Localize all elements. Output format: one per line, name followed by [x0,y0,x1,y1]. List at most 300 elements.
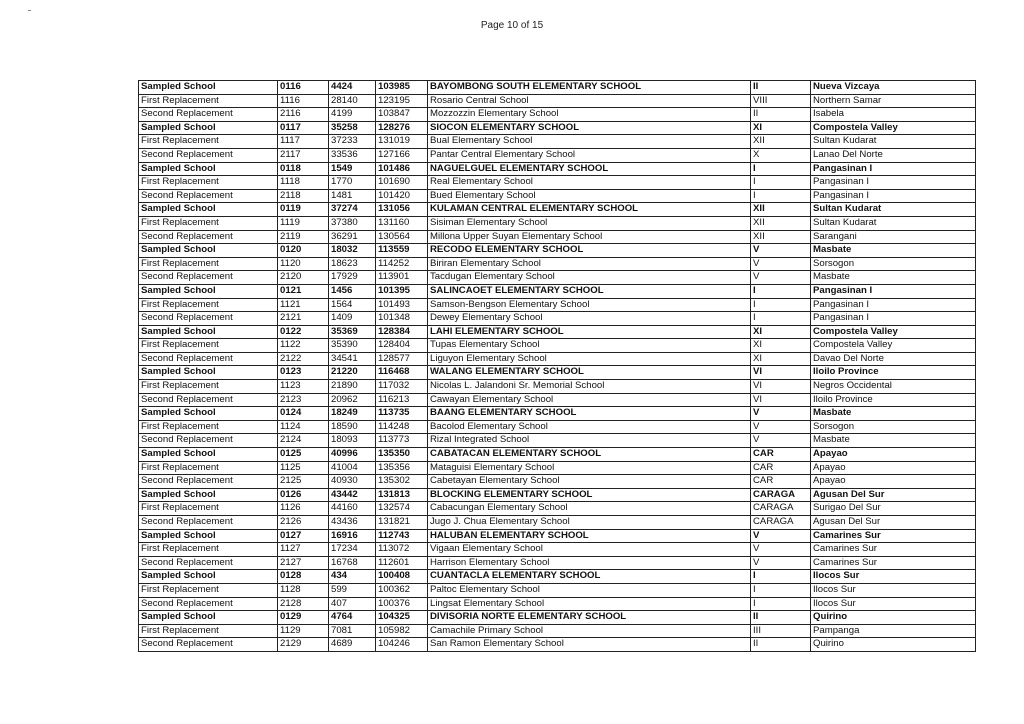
role-cell: Sampled School [139,81,278,95]
region-cell: VI [751,393,811,407]
school-name-cell: Liguyon Elementary School [428,352,751,366]
code-cell: 1124 [278,420,329,434]
code-cell: 2118 [278,189,329,203]
role-cell: Second Replacement [139,556,278,570]
region-cell: VI [751,366,811,380]
province-cell: Masbate [811,244,976,258]
code-cell: 0116 [278,81,329,95]
school-id-cell: 103985 [376,81,428,95]
province-cell: Ilocos Sur [811,597,976,611]
id-cell: 1770 [329,176,376,190]
province-cell: Ilocos Sur [811,570,976,584]
table-row [139,502,976,516]
code-cell: 1118 [278,176,329,190]
table-row [139,284,976,298]
region-cell: I [751,284,811,298]
table-row [139,121,976,135]
region-cell: XII [751,135,811,149]
table-row [139,257,976,271]
region-cell: V [751,420,811,434]
table-row [139,352,976,366]
school-name-cell: Cawayan Elementary School [428,393,751,407]
code-cell: 2119 [278,230,329,244]
table-row [139,366,976,380]
code-cell: 2128 [278,597,329,611]
school-id-cell: 101420 [376,189,428,203]
region-cell: CARAGA [751,488,811,502]
table-row [139,461,976,475]
table-row [139,570,976,584]
province-cell: Compostela Valley [811,339,976,353]
province-cell: Isabela [811,108,976,122]
school-name-cell: Rizal Integrated School [428,434,751,448]
table-row [139,448,976,462]
id-cell: 407 [329,597,376,611]
school-id-cell: 100362 [376,583,428,597]
school-id-cell: 101486 [376,162,428,176]
school-name-cell: SALINCAOET ELEMENTARY SCHOOL [428,284,751,298]
id-cell: 37233 [329,135,376,149]
role-cell: Second Replacement [139,230,278,244]
role-cell: First Replacement [139,135,278,149]
school-name-cell: Rosario Central School [428,94,751,108]
id-cell: 20962 [329,393,376,407]
school-name-cell: CUANTACLA ELEMENTARY SCHOOL [428,570,751,584]
region-cell: XII [751,203,811,217]
role-cell: First Replacement [139,583,278,597]
code-cell: 1128 [278,583,329,597]
school-name-cell: Sisiman Elementary School [428,216,751,230]
school-name-cell: Samson-Bengson Elementary School [428,298,751,312]
school-name-cell: Cabetayan Elementary School [428,475,751,489]
role-cell: Second Replacement [139,271,278,285]
code-cell: 0126 [278,488,329,502]
page-header: Page 10 of 15 [480,20,544,31]
school-id-cell: 100376 [376,597,428,611]
id-cell: 40996 [329,448,376,462]
province-cell: Camarines Sur [811,529,976,543]
school-name-cell: Mataguisi Elementary School [428,461,751,475]
school-id-cell: 105982 [376,624,428,638]
table-row [139,148,976,162]
school-id-cell: 114248 [376,420,428,434]
region-cell: CAR [751,448,811,462]
region-cell: CARAGA [751,502,811,516]
id-cell: 37380 [329,216,376,230]
role-cell: First Replacement [139,543,278,557]
code-cell: 2120 [278,271,329,285]
table-row [139,475,976,489]
region-cell: XI [751,352,811,366]
province-cell: Surigao Del Sur [811,502,976,516]
school-name-cell: Tacdugan Elementary School [428,271,751,285]
province-cell: Negros Occidental [811,380,976,394]
table-row [139,81,976,95]
province-cell: Agusan Del Sur [811,488,976,502]
region-cell: XII [751,216,811,230]
code-cell: 2117 [278,148,329,162]
id-cell: 37274 [329,203,376,217]
province-cell: Iloilo Province [811,393,976,407]
region-cell: VIII [751,94,811,108]
school-name-cell: Harrison Elementary School [428,556,751,570]
role-cell: Second Replacement [139,148,278,162]
code-cell: 0122 [278,325,329,339]
code-cell: 0125 [278,448,329,462]
code-cell: 2116 [278,108,329,122]
role-cell: Sampled School [139,366,278,380]
province-cell: Apayao [811,448,976,462]
code-cell: 0129 [278,611,329,625]
school-id-cell: 114252 [376,257,428,271]
table-row [139,638,976,652]
code-cell: 1123 [278,380,329,394]
region-cell: V [751,407,811,421]
table-row [139,420,976,434]
region-cell: CARAGA [751,516,811,530]
school-id-cell: 135302 [376,475,428,489]
code-cell: 0118 [278,162,329,176]
province-cell: Pangasinan I [811,189,976,203]
id-cell: 17929 [329,271,376,285]
table-row [139,216,976,230]
region-cell: XI [751,339,811,353]
table-row [139,407,976,421]
role-cell: Sampled School [139,488,278,502]
school-id-cell: 113559 [376,244,428,258]
region-cell: V [751,556,811,570]
region-cell: XI [751,325,811,339]
school-id-cell: 100408 [376,570,428,584]
region-cell: XI [751,121,811,135]
province-cell: Lanao Del Norte [811,148,976,162]
id-cell: 4424 [329,81,376,95]
school-id-cell: 132574 [376,502,428,516]
code-cell: 1116 [278,94,329,108]
province-cell: Sorsogon [811,257,976,271]
province-cell: Compostela Valley [811,121,976,135]
id-cell: 1456 [329,284,376,298]
province-cell: Ilocos Sur [811,583,976,597]
role-cell: First Replacement [139,94,278,108]
code-cell: 2129 [278,638,329,652]
school-name-cell: Camachile Primary School [428,624,751,638]
code-cell: 1117 [278,135,329,149]
code-cell: 2121 [278,312,329,326]
province-cell: Apayao [811,475,976,489]
table-row [139,434,976,448]
role-cell: Second Replacement [139,189,278,203]
table-row [139,230,976,244]
school-name-cell: DIVISORIA NORTE ELEMENTARY SCHOOL [428,611,751,625]
table-row [139,135,976,149]
id-cell: 599 [329,583,376,597]
id-cell: 40930 [329,475,376,489]
role-cell: First Replacement [139,176,278,190]
table-row [139,339,976,353]
id-cell: 1549 [329,162,376,176]
school-id-cell: 113735 [376,407,428,421]
code-cell: 2122 [278,352,329,366]
school-name-cell: Vigaan Elementary School [428,543,751,557]
role-cell: First Replacement [139,502,278,516]
region-cell: I [751,583,811,597]
region-cell: I [751,162,811,176]
table-row [139,516,976,530]
role-cell: Sampled School [139,162,278,176]
school-id-cell: 113072 [376,543,428,557]
province-cell: Compostela Valley [811,325,976,339]
province-cell: Northern Samar [811,94,976,108]
table-row [139,529,976,543]
province-cell: Quirino [811,611,976,625]
code-cell: 1129 [278,624,329,638]
code-cell: 0120 [278,244,329,258]
school-name-cell: BAYOMBONG SOUTH ELEMENTARY SCHOOL [428,81,751,95]
region-cell: X [751,148,811,162]
role-cell: First Replacement [139,420,278,434]
school-name-cell: NAGUELGUEL ELEMENTARY SCHOOL [428,162,751,176]
role-cell: Sampled School [139,448,278,462]
id-cell: 1481 [329,189,376,203]
province-cell: Sarangani [811,230,976,244]
region-cell: III [751,624,811,638]
role-cell: Sampled School [139,611,278,625]
code-cell: 2126 [278,516,329,530]
id-cell: 43436 [329,516,376,530]
code-cell: 0119 [278,203,329,217]
id-cell: 4764 [329,611,376,625]
table-row [139,94,976,108]
id-cell: 1409 [329,312,376,326]
table-row [139,380,976,394]
id-cell: 41004 [329,461,376,475]
school-name-cell: Bual Elementary School [428,135,751,149]
id-cell: 33536 [329,148,376,162]
role-cell: Second Replacement [139,352,278,366]
province-cell: Pangasinan I [811,284,976,298]
code-cell: 2127 [278,556,329,570]
province-cell: Apayao [811,461,976,475]
school-name-cell: Tupas Elementary School [428,339,751,353]
province-cell: Sultan Kudarat [811,203,976,217]
schools-table-body [139,81,976,652]
region-cell: I [751,312,811,326]
school-name-cell: Cabacungan Elementary School [428,502,751,516]
code-cell: 0124 [278,407,329,421]
id-cell: 1564 [329,298,376,312]
role-cell: Sampled School [139,284,278,298]
province-cell: Camarines Sur [811,556,976,570]
id-cell: 21890 [329,380,376,394]
role-cell: First Replacement [139,216,278,230]
school-name-cell: LAHI ELEMENTARY SCHOOL [428,325,751,339]
school-name-cell: RECODO ELEMENTARY SCHOOL [428,244,751,258]
role-cell: First Replacement [139,339,278,353]
school-id-cell: 128276 [376,121,428,135]
school-name-cell: Bued Elementary School [428,189,751,203]
role-cell: Second Replacement [139,312,278,326]
region-cell: CAR [751,475,811,489]
id-cell: 43442 [329,488,376,502]
id-cell: 18032 [329,244,376,258]
school-id-cell: 104325 [376,611,428,625]
code-cell: 0123 [278,366,329,380]
code-cell: 0121 [278,284,329,298]
scan-mark [28,10,31,11]
school-name-cell: Pantar Central Elementary School [428,148,751,162]
table-row [139,162,976,176]
school-name-cell: Lingsat Elementary School [428,597,751,611]
table-row [139,611,976,625]
region-cell: VI [751,380,811,394]
role-cell: Second Replacement [139,393,278,407]
id-cell: 4199 [329,108,376,122]
province-cell: Masbate [811,271,976,285]
id-cell: 36291 [329,230,376,244]
role-cell: Sampled School [139,325,278,339]
school-name-cell: BLOCKING ELEMENTARY SCHOOL [428,488,751,502]
school-name-cell: Real Elementary School [428,176,751,190]
region-cell: CAR [751,461,811,475]
schools-table [138,80,976,652]
table-row [139,176,976,190]
school-id-cell: 130564 [376,230,428,244]
id-cell: 4689 [329,638,376,652]
role-cell: First Replacement [139,298,278,312]
role-cell: First Replacement [139,461,278,475]
province-cell: Pangasinan I [811,312,976,326]
code-cell: 1125 [278,461,329,475]
id-cell: 18249 [329,407,376,421]
school-id-cell: 135350 [376,448,428,462]
region-cell: V [751,271,811,285]
school-name-cell: Millona Upper Suyan Elementary School [428,230,751,244]
role-cell: Sampled School [139,203,278,217]
province-cell: Masbate [811,434,976,448]
code-cell: 0128 [278,570,329,584]
table-row [139,108,976,122]
role-cell: Sampled School [139,529,278,543]
code-cell: 1126 [278,502,329,516]
school-name-cell: Jugo J. Chua Elementary School [428,516,751,530]
id-cell: 434 [329,570,376,584]
id-cell: 34541 [329,352,376,366]
table-row [139,393,976,407]
id-cell: 18093 [329,434,376,448]
table-row [139,298,976,312]
table-row [139,583,976,597]
code-cell: 1127 [278,543,329,557]
school-id-cell: 117032 [376,380,428,394]
region-cell: II [751,81,811,95]
region-cell: I [751,176,811,190]
id-cell: 35369 [329,325,376,339]
region-cell: II [751,611,811,625]
school-id-cell: 131160 [376,216,428,230]
school-id-cell: 128384 [376,325,428,339]
table-row [139,624,976,638]
school-name-cell: Nicolas L. Jalandoni Sr. Memorial School [428,380,751,394]
id-cell: 18623 [329,257,376,271]
school-id-cell: 131056 [376,203,428,217]
code-cell: 1120 [278,257,329,271]
role-cell: Second Replacement [139,638,278,652]
table-row [139,597,976,611]
role-cell: Second Replacement [139,434,278,448]
school-name-cell: Paltoc Elementary School [428,583,751,597]
school-id-cell: 113901 [376,271,428,285]
table-row [139,271,976,285]
table-row [139,312,976,326]
table-row [139,543,976,557]
region-cell: II [751,638,811,652]
role-cell: First Replacement [139,257,278,271]
role-cell: Sampled School [139,121,278,135]
id-cell: 7081 [329,624,376,638]
code-cell: 1119 [278,216,329,230]
school-id-cell: 116213 [376,393,428,407]
role-cell: First Replacement [139,380,278,394]
school-id-cell: 131813 [376,488,428,502]
school-id-cell: 131821 [376,516,428,530]
school-name-cell: SIOCON ELEMENTARY SCHOOL [428,121,751,135]
province-cell: Iloilo Province [811,366,976,380]
province-cell: Masbate [811,407,976,421]
id-cell: 16916 [329,529,376,543]
role-cell: Second Replacement [139,516,278,530]
code-cell: 1121 [278,298,329,312]
school-name-cell: HALUBAN ELEMENTARY SCHOOL [428,529,751,543]
school-id-cell: 127166 [376,148,428,162]
region-cell: I [751,597,811,611]
school-id-cell: 135356 [376,461,428,475]
province-cell: Davao Del Norte [811,352,976,366]
code-cell: 2123 [278,393,329,407]
school-name-cell: Dewey Elementary School [428,312,751,326]
region-cell: V [751,543,811,557]
code-cell: 1122 [278,339,329,353]
school-name-cell: Mozzozzin Elementary School [428,108,751,122]
id-cell: 17234 [329,543,376,557]
id-cell: 28140 [329,94,376,108]
school-id-cell: 101395 [376,284,428,298]
province-cell: Sultan Kudarat [811,135,976,149]
school-id-cell: 112601 [376,556,428,570]
table-row [139,203,976,217]
id-cell: 18590 [329,420,376,434]
table-row [139,244,976,258]
table-row [139,556,976,570]
school-id-cell: 131019 [376,135,428,149]
school-id-cell: 128404 [376,339,428,353]
code-cell: 2124 [278,434,329,448]
school-id-cell: 112743 [376,529,428,543]
province-cell: Pampanga [811,624,976,638]
school-name-cell: BAANG ELEMENTARY SCHOOL [428,407,751,421]
school-id-cell: 116468 [376,366,428,380]
region-cell: I [751,298,811,312]
province-cell: Pangasinan I [811,298,976,312]
school-name-cell: Bacolod Elementary School [428,420,751,434]
table-row [139,189,976,203]
school-id-cell: 101690 [376,176,428,190]
role-cell: Sampled School [139,570,278,584]
role-cell: Sampled School [139,244,278,258]
code-cell: 0127 [278,529,329,543]
school-id-cell: 101493 [376,298,428,312]
school-id-cell: 101348 [376,312,428,326]
